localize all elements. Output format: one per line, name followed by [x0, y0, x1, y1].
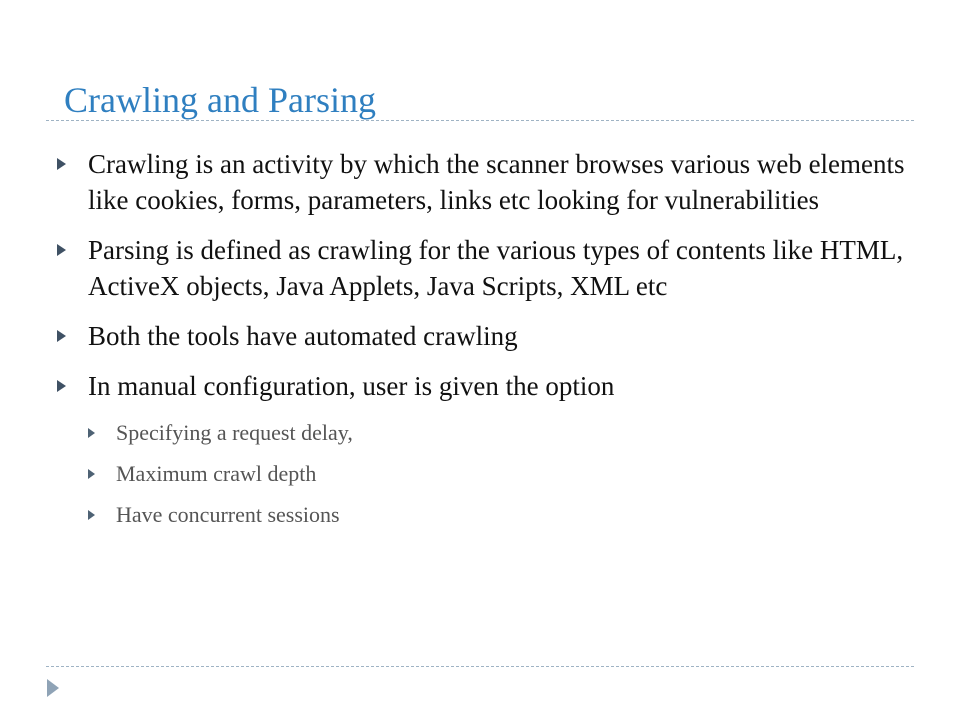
- bullet-item: [56, 232, 906, 304]
- sub-bullet-text: Maximum crawl depth: [116, 461, 317, 486]
- sub-bullet-triangle-icon: [88, 469, 95, 479]
- sub-bullet-group: [56, 418, 906, 530]
- bullet-list: [56, 146, 906, 541]
- bullet-text: Both the tools have automated crawling: [88, 321, 518, 351]
- bullet-item: [56, 318, 906, 354]
- sub-bullet-list: [56, 418, 906, 530]
- sub-bullet-triangle-icon: [88, 510, 95, 520]
- footer-divider: [46, 666, 914, 667]
- bullet-item: [56, 368, 906, 404]
- bullet-text: Crawling is an activity by which the scanner browses various web elements like cookies, forms, parameters, links etc looking for vulnerabilities: [88, 149, 905, 215]
- bullet-triangle-icon: [57, 380, 66, 392]
- slide-nav-triangle-icon: [47, 679, 59, 697]
- bullet-text: Parsing is defined as crawling for the various types of contents like HTML, ActiveX objects, Java Applets, Java Scripts, XML etc: [88, 235, 904, 301]
- bullet-triangle-icon: [57, 244, 66, 256]
- sub-bullet-text: Have concurrent sessions: [116, 502, 340, 527]
- sub-bullet-text: Specifying a request delay,: [116, 420, 353, 445]
- bullet-item: [56, 146, 906, 218]
- title-divider: [46, 120, 914, 121]
- sub-bullet-item: [56, 418, 906, 448]
- slide-title: Crawling and Parsing: [64, 80, 376, 120]
- sub-bullet-item: [56, 500, 906, 530]
- bullet-triangle-icon: [57, 330, 66, 342]
- sub-bullet-triangle-icon: [88, 428, 95, 438]
- bullet-triangle-icon: [57, 158, 66, 170]
- sub-bullet-item: [56, 459, 906, 489]
- bullet-text: In manual configuration, user is given the option: [88, 371, 615, 401]
